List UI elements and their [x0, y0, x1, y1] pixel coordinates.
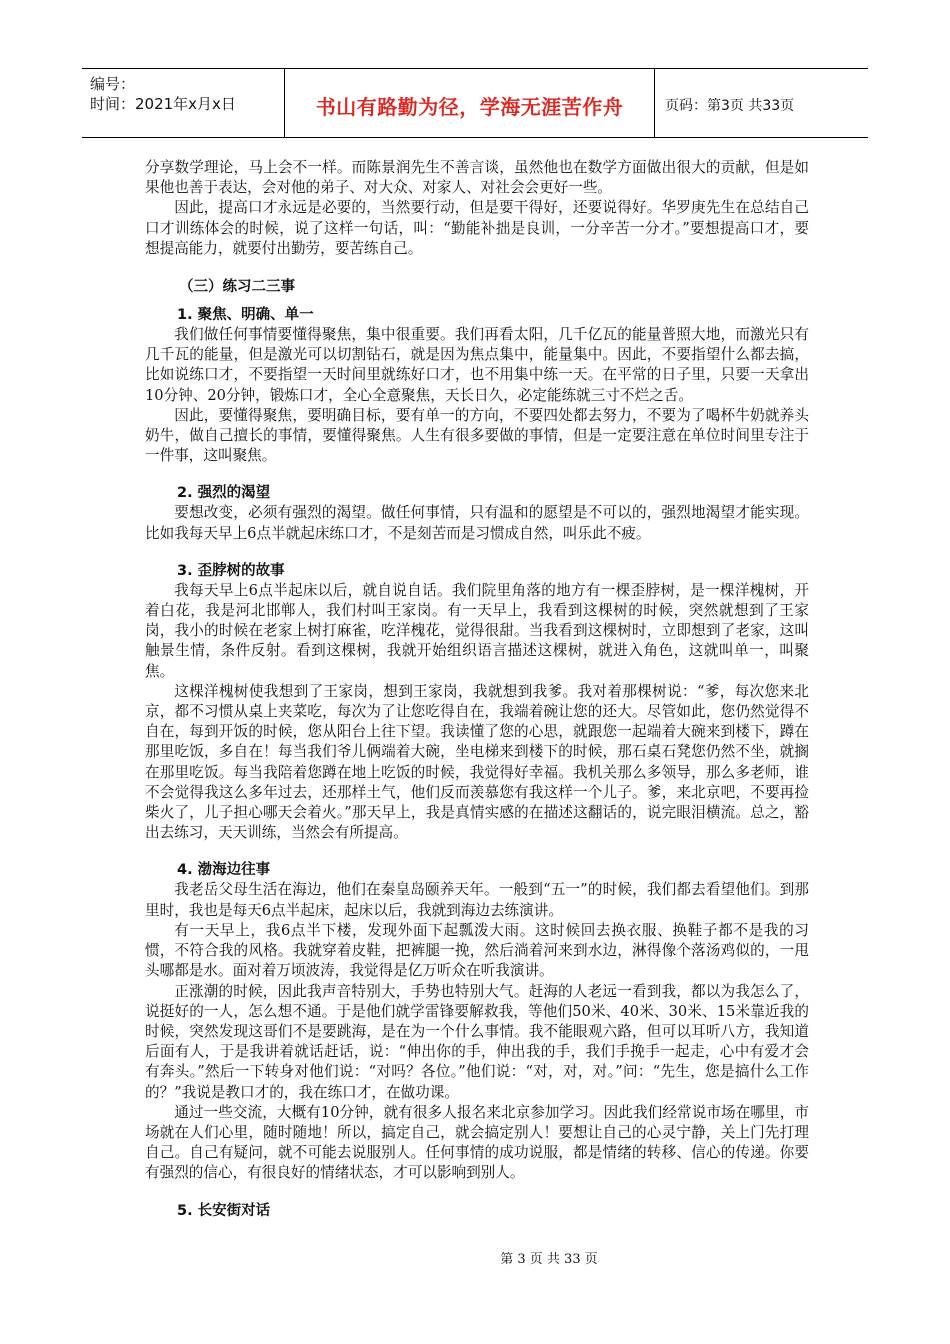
header-motto: 书山有路勤为径，学海无涯苦作舟: [315, 95, 624, 119]
paragraph: 有一天早上，我6点半下楼，发现外面下起瓢泼大雨。这时候回去换衣服、换鞋子都不是我的习惯，不符合我的风格。我就穿着皮鞋，把裤腿一挽，然后淌着河来到水边，淋得像个落汤鸡似的，一甩头哪都是水。面对着万顷波涛，我觉得是亿万听众在听我演讲。: [145, 921, 809, 980]
paragraph: 我老岳父母生活在海边，他们在秦皇岛颐养天年。一般到“五一”的时候，我们都去看望他们。到那里时，我也是每天6点半起床，起床以后，我就到海边去练演讲。: [145, 881, 809, 919]
paragraph: 通过一些交流，大概有10分钟，就有很多人报名来北京参加学习。因此我们经常说市场在哪里，市场就在人们心里，随时随地！所以，搞定自己，就会搞定别人！要想让自己的心灵宁静，关上门先打理自己。自己有疑问，就不可能去说服别人。任何事情的成功说服，都是情绪的转移、信心的传递。你要有强烈的信心，有很良好的情绪状态，才可以影响到别人。: [145, 1103, 809, 1182]
subsection-heading: 3. 歪脖树的故事: [177, 562, 285, 579]
section-heading: （三）练习二三事: [179, 279, 295, 296]
paragraph: 正涨潮的时候，因此我声音特别大，手势也特别大气。赶海的人老远一看到我，都以为我怎么了，说挺好的一人，怎么想不通。于是他们就学雷锋要解救我，等他们50米、40米、30米、15米靠近我的时候，突然发现这哥们不是要跳海，是在为一个什么事情。我不能眼观六路，但可以耳听八方，我知道后面有人，于是我讲着就话赶话，说：“伸出你的手，伸出我的手，我们手挽手一起走，心中有爱才会有奔头。”然后一下转身对他们说：“对吗？各位。”他们说：“对，对，对。”问：“先生，您是搞什么工作的？”我说是教口才的，我在练口才，在做功课。: [145, 982, 809, 1101]
paragraph: 因此，提高口才永远是必要的，当然要行动，但是要干得好，还要说得好。华罗庚先生在总结自己口才训练体会的时候，说了这样一句话，叫：“勤能补拙是良训，一分辛苦一分才。”要想提高口才，要想提高能力，就要付出勤劳，要苦练自己。: [145, 199, 809, 257]
subsection-heading: 4. 渤海边往事: [177, 862, 271, 879]
page-footer: 第 3 页 共 33 页: [500, 1252, 598, 1267]
header-meta-cell: [82, 69, 285, 137]
subsection-heading: 2. 强烈的渴望: [177, 485, 271, 502]
document-body: [145, 158, 809, 1221]
paragraph: 因此，要懂得聚焦，要明确目标，要有单一的方向，不要四处都去努力，不要为了喝杯牛奶就养头奶牛，做自己擅长的事情，要懂得聚焦。人生有很多要做的事情，但是一定要注意在单位时间里专注于一件事，这叫聚焦。: [145, 406, 809, 465]
paragraph: 这棵洋槐树使我想到了王家岗，想到王家岗，我就想到我爹。我对着那棵树说：“爹，每次您来北京，都不习惯从桌上夹菜吃，每次为了让您吃得自在，我端着碗让您的还大。尽管如此，您仍然觉得不自在，每到开饭的时候，您从阳台上往下望。我读懂了您的心思，就跟您一起端着大碗来到楼下，蹲在那里吃饭，多自在！每当我们爷儿俩端着大碗，坐电梯来到楼下的时候，那石桌石凳您仍然不坐，就搁在那里吃饭。每当我陪着您蹲在地上吃饭的时候，我觉得好幸福。我机关那么多领导，那么多老师，谁不会觉得我这么多年过去，还那样土气，他们反而羡慕您有我这样一个儿子。爹，来北京吧，不要再捡柴火了，儿子担心哪天会着火。”那天早上，我是真情实感的在描述这翻话的，说完眼泪横流。总之，豁出去练习，天天训练，当然会有所提高。: [145, 682, 809, 842]
header-page-label: 页码：第3页 共33页: [665, 98, 795, 114]
header-page-cell: [655, 69, 868, 137]
header-motto-cell: [285, 69, 655, 137]
paragraph: 要想改变，必须有强烈的渴望。做任何事情，只有温和的愿望是不可以的，强烈地渴望才能实现。比如我每天早上6点半就起床练口才，不是刻苦而是习惯成自然，叫乐此不疲。: [145, 504, 809, 542]
header-table: [82, 68, 868, 138]
paragraph: 我每天早上6点半起床以后，就自说自话。我们院里角落的地方有一棵歪脖树，是一棵洋槐树，开着白花，我是河北邯郸人，我们村叫王家岗。有一天早上，我看到这棵树的时候，突然就想到了王家岗，我小的时候在老家上树打麻雀，吃洋槐花，觉得很甜。当我看到这棵树时，立即想到了老家，这叫触景生情，条件反射。看到这棵树，我就开始组织语言描述这棵树，就进入角色，这就叫单一，叫聚焦。: [145, 581, 809, 680]
document-number-label: 编号：: [90, 75, 136, 93]
subsection-heading: 5. 长安街对话: [177, 1202, 271, 1219]
document-time-label: 时间：2021年x月x日: [90, 95, 236, 113]
paragraph: 我们做任何事情要懂得聚焦，集中很重要。我们再看太阳，几千亿瓦的能量普照大地，而激光只有几千瓦的能量，但是激光可以切割钻石，就是因为焦点集中，能量集中。因此，不要指望什么都去搞，比如说练口才，不要指望一天时间里就练好口才，也不用集中练一天。在平常的日子里，只要一天拿出10分钟、20分钟，锻炼口才，全心全意聚焦，天长日久，必定能练就三寸不烂之舌。: [145, 326, 809, 404]
subsection-heading: 1. 聚焦、明确、单一: [177, 307, 314, 324]
paragraph: 分享数学理论，马上会不一样。而陈景润先生不善言谈，虽然他也在数学方面做出很大的贡献，但是如果他也善于表达，会对他的弟子、对大众、对家人、对社会会更好一些。: [145, 159, 809, 197]
